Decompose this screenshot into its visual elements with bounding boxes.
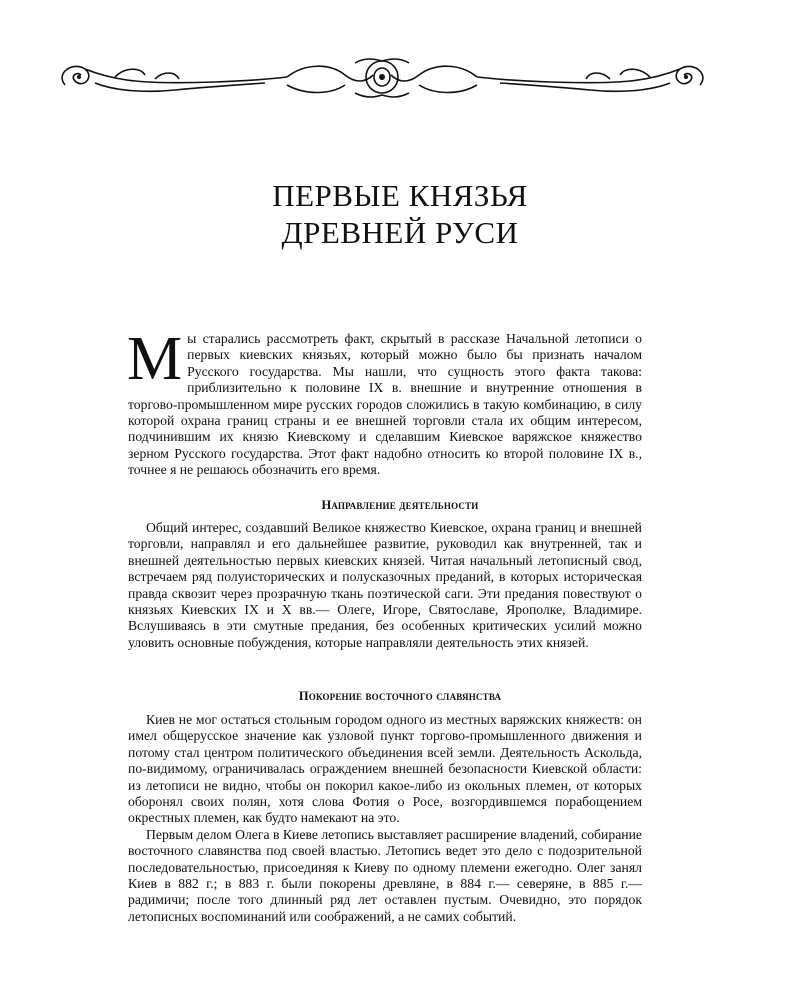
title-line-1: ПЕРВЫЕ КНЯЗЬЯ [272, 178, 528, 213]
title-line-2: ДРЕВНЕЙ РУСИ [281, 215, 519, 250]
intro-paragraph [127, 325, 642, 479]
decorative-ornament-header [55, 55, 710, 101]
body-paragraph: Первым делом Олега в Киеве летопись выставляет расширение владений, собирание восточного славянства под своей властью. Летопись ведет это дело с подозрительной последовательностью, присоединяя к Киеву по одному племени ежегодно. Олег занял Киев в 882 г.; в 883 г. были покорены древляне, в 884 г.— северяне, в 885 г.— радимичи; после того длинный ряд лет оставлен пустым. Очевидно, это порядок летописных воспоминаний или соображений, а не самих событий. [128, 826, 642, 924]
section-conquest-body [128, 712, 642, 925]
body-paragraph: Киев не мог остаться стольным городом одного из местных варяжских княжеств: он имел общерусское значение как узловой пункт торгово-промышленного движения и потому стал центром политического объединения всей земли. Деятельность Аскольда, по-видимому, ограничивалась ограждением внешней безопасности Киевской области: из летописи не видно, чтобы он покорил какое-либо из окольных племен, от которых оборонял своих полян, хотя слова Фотия о Росе, возгордившемся порабощением окрестных племен, как будто намекают на это. [128, 712, 642, 826]
drop-cap: М [127, 325, 183, 393]
section-heading-conquest: Покорение восточного славянства [298, 689, 502, 703]
section-heading-direction: Направление деятельности [321, 498, 479, 512]
body-paragraph: Общий интерес, создавший Великое княжество Киевское, охрана границ и внешней торговли, направлял и его дальнейшее развитие, руководил как внутренней, так и внешней деятельностью первых киевских князей. Читая начальный летописный свод, встречаем ряд полуисторических и полусказочных преданий, в которых историческая правда сквозит через прозрачную ткань поэтической саги. Эти предания повествуют о князьях Киевских IX и X вв.— Олеге, Игоре, Святославе, Ярополке, Владимире. Вслушиваясь в эти смутные предания, без особенных критических усилий можно уловить основные побуждения, которые направляли деятельность этих князей. [128, 520, 642, 650]
intro-text: ы старались рассмотреть факт, скрытый в рассказе Начальной летописи о первых киевских князьях, который можно было бы признать началом Русского государства. Мы нашли, что сущность этого факта такова: приблизительно к половине IX в. внешние и внутренние отношения в торгово-промышленном мире русских городов сложились в такую комбинацию, в силу которой охрана границ страны и ее внешней торговли стала их общим интересом, подчинившим их князю Киевскому и сделавшим Киевское варяжское княжество зерном Русского государства. Этот факт надобно относить ко второй половине IX в., точнее я не решаюсь обозначить его время. [128, 331, 642, 478]
page-title [0, 177, 800, 251]
section-direction-body [128, 520, 642, 651]
